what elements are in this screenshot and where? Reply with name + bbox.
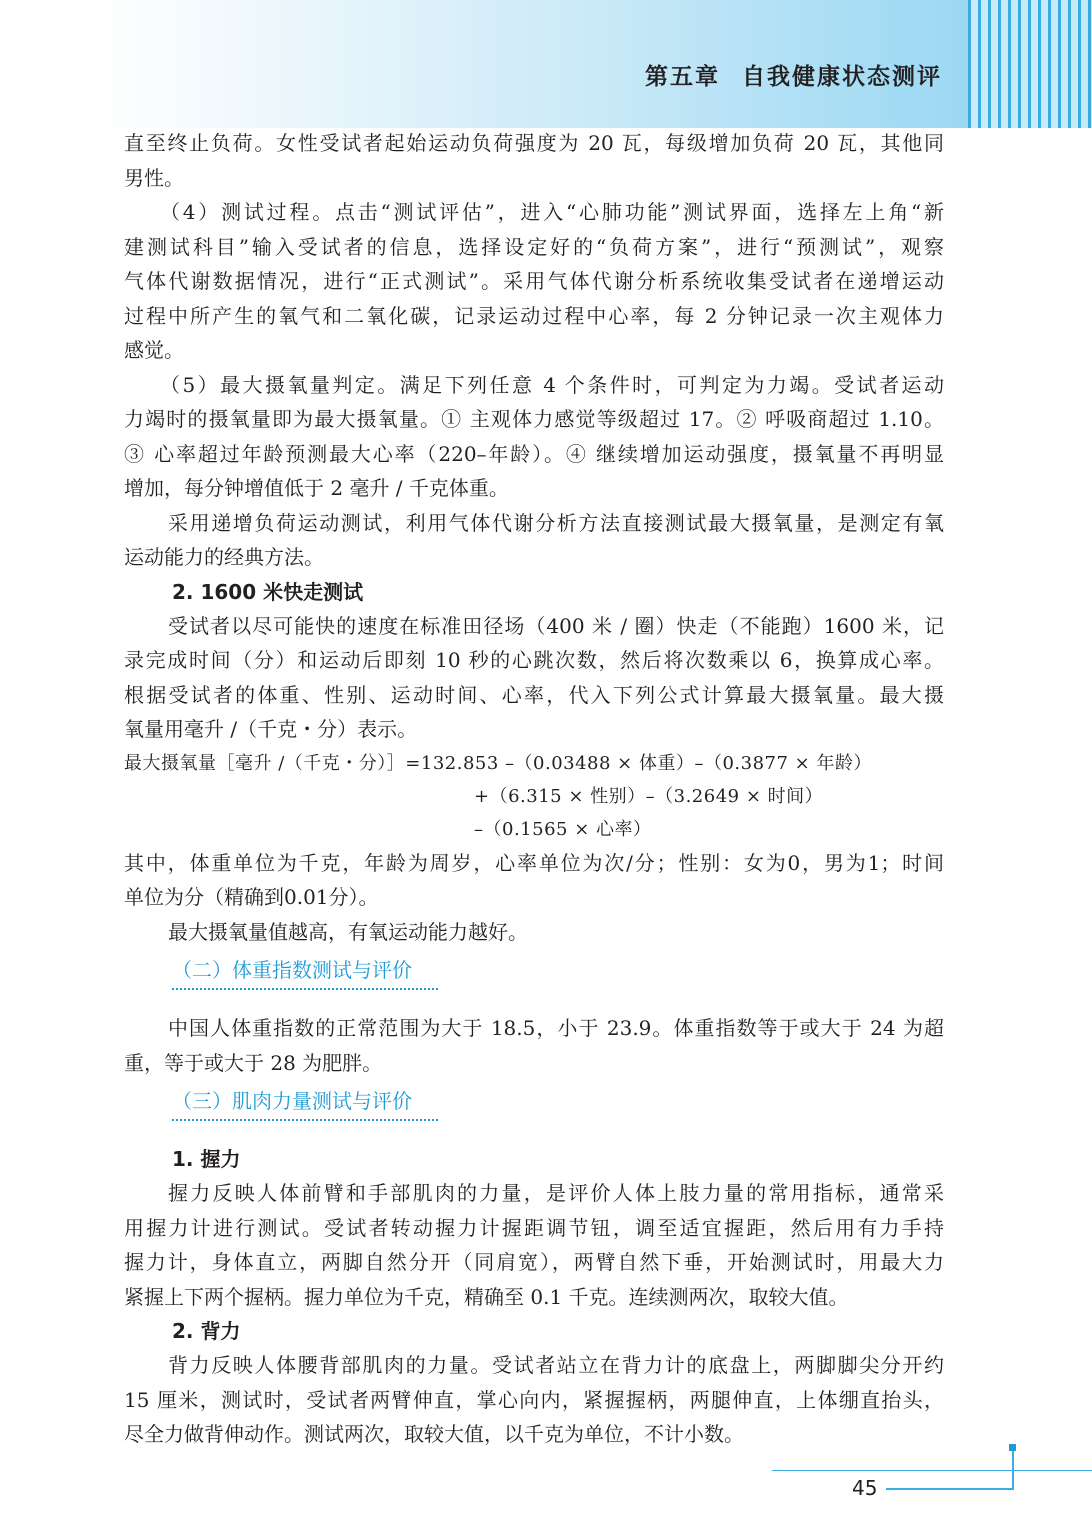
header-stripes — [968, 0, 1092, 128]
text-line: ③ 心率超过年龄预测最大心率（220–年龄）。④ 继续增加运动强度，摄氧量不再明显 — [124, 441, 944, 466]
text-line: （4）测试过程。点击“测试评估”，进入“心肺功能”测试界面，选择左上角“新 — [160, 200, 944, 224]
footer-marker — [1009, 1444, 1016, 1451]
text-line: 根据受试者的体重、性别、运动时间、心率，代入下列公式计算最大摄氧量。最大摄 — [124, 682, 944, 707]
text-line: 气体代谢数据情况，进行“正式测试”。采用气体代谢分析系统收集受试者在递增运动 — [124, 269, 944, 293]
text-line: 力竭时的摄氧量即为最大摄氧量。① 主观体力感觉等级超过 17。② 呼吸商超过 1.10。 — [124, 407, 944, 431]
subsection-title: 2. 背力 — [172, 1319, 241, 1343]
text-line: 感觉。 — [124, 338, 184, 362]
text-line: 尽全力做背伸动作。测试两次，取较大值，以千克为单位，不计小数。 — [124, 1422, 744, 1446]
text-line: 最大摄氧量值越高，有氧运动能力越好。 — [168, 919, 528, 944]
formula-line: –（0.1565 × 心率） — [474, 818, 652, 840]
text-line: 增加，每分钟增值低于 2 毫升 / 千克体重。 — [124, 476, 509, 500]
chapter-name: 自我健康状态测评 — [742, 63, 942, 90]
text-line: 其中，体重单位为千克，年龄为周岁，心率单位为次/分；性别：女为0，男为1；时间 — [124, 850, 944, 875]
section-heading: （三）肌肉力量测试与评价 — [172, 1086, 438, 1121]
footer-rule-short — [886, 1488, 1014, 1490]
page-number: 45 — [852, 1476, 878, 1500]
formula — [124, 747, 944, 846]
text-line: 过程中所产生的氧气和二氧化碳，记录运动过程中心率，每 2 分钟记录一次主观体力 — [124, 303, 944, 328]
text-line: 15 厘米，测试时，受试者两臂伸直，掌心向内，紧握握柄，两腿伸直，上体绷直抬头， — [124, 1387, 944, 1412]
text-line: 直至终止负荷。女性受试者起始运动负荷强度为 20 瓦，每级增加负荷 20 瓦，其他同 — [124, 131, 944, 155]
text-line: 建测试科目”输入受试者的信息，选择设定好的“负荷方案”，进行“预测试”，观察 — [124, 234, 944, 259]
subsection-title: 1. 握力 — [172, 1147, 241, 1171]
footer-rule-vertical — [1012, 1448, 1014, 1490]
text-line: 背力反映人体腰背部肌肉的力量。受试者站立在背力计的底盘上，两脚脚尖分开约 — [168, 1353, 944, 1377]
text-line: 单位为分（精确到0.01分）。 — [124, 885, 379, 909]
footer-rule — [772, 1470, 1092, 1471]
text-line: 男性。 — [124, 165, 184, 190]
section-heading: （二）体重指数测试与评价 — [172, 955, 438, 990]
formula-line: 最大摄氧量［毫升 /（千克・分）］=132.853 –（0.03488 × 体重）–（0.3877 × 年龄） — [124, 752, 872, 774]
subsection-title: 2. 1600 米快走测试 — [172, 579, 364, 604]
chapter-number: 第五章 — [645, 63, 720, 90]
page-content — [124, 126, 944, 1452]
text-line: 握力计，身体直立，两脚自然分开（同肩宽），两臂自然下垂，开始测试时，用最大力 — [124, 1250, 944, 1274]
text-line: 中国人体重指数的正常范围为大于 18.5，小于 23.9。体重指数等于或大于 24 为超 — [168, 1016, 944, 1040]
text-line: 氧量用毫升 /（千克・分）表示。 — [124, 717, 418, 741]
text-line: 紧握上下两个握柄。握力单位为千克，精确至 0.1 千克。连续测两次，取较大值。 — [124, 1284, 849, 1309]
text-line: 采用递增负荷运动测试，利用气体代谢分析方法直接测试最大摄氧量，是测定有氧 — [168, 510, 944, 535]
text-line: 录完成时间（分）和运动后即刻 10 秒的心跳次数，然后将次数乘以 6，换算成心率。 — [124, 648, 944, 672]
text-line: 握力反映人体前臂和手部肌肉的力量，是评价人体上肢力量的常用指标，通常采 — [168, 1181, 944, 1205]
text-line: （5）最大摄氧量判定。满足下列任意 4 个条件时，可判定为力竭。受试者运动 — [160, 372, 944, 397]
text-line: 运动能力的经典方法。 — [124, 545, 324, 569]
text-line: 用握力计进行测试。受试者转动握力计握距调节钮，调至适宜握距，然后用有力手持 — [124, 1215, 944, 1240]
chapter-title — [645, 58, 942, 91]
text-line: 受试者以尽可能快的速度在标准田径场（400 米 / 圈）快走（不能跑）1600 米，记 — [168, 613, 944, 638]
formula-line: +（6.315 × 性别）–（3.2649 × 时间） — [474, 785, 824, 807]
text-line: 重，等于或大于 28 为肥胖。 — [124, 1050, 383, 1075]
